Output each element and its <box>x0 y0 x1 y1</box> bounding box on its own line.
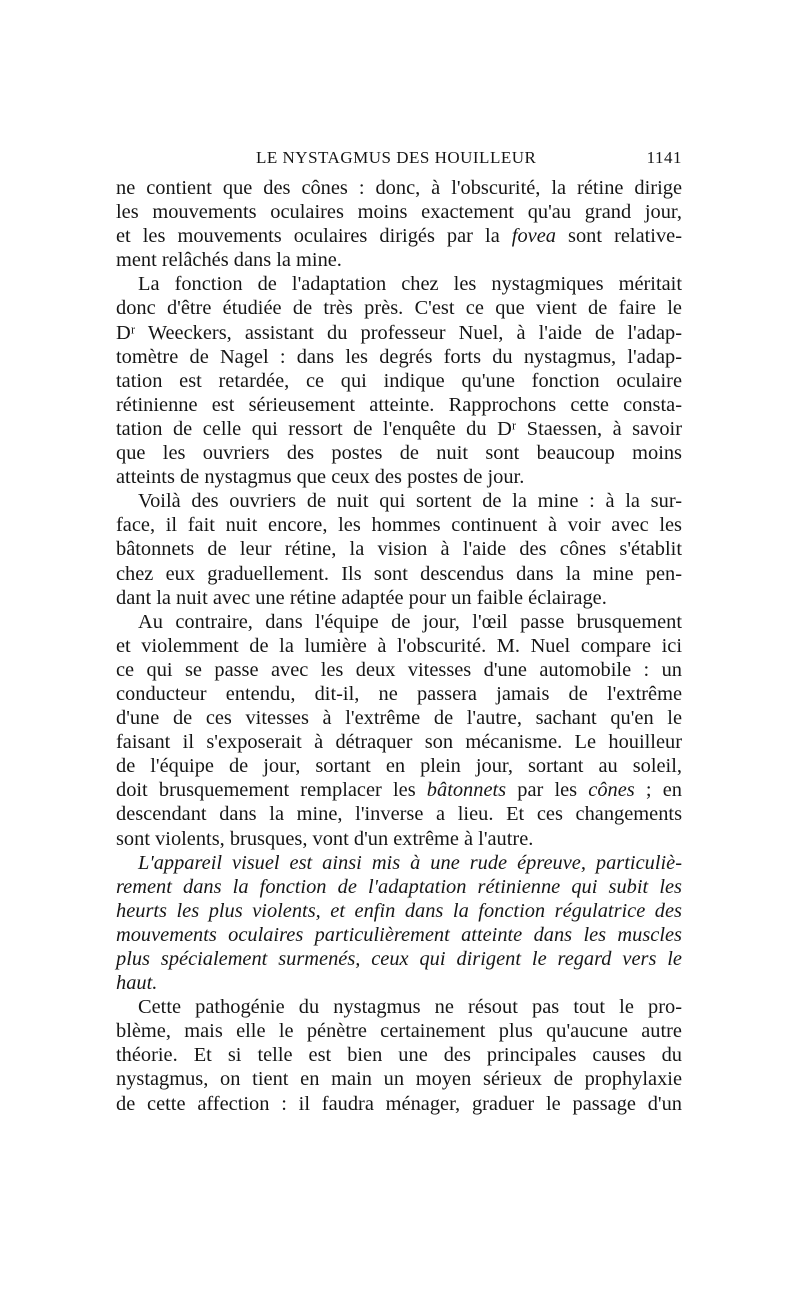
text-line <box>116 971 682 995</box>
italic-text: plus spécialement surmenés, ceux qui dirigent le regard vers le <box>116 948 682 970</box>
text-segment: tation est retardée, ce qui indique qu'une fonction oculaire <box>116 369 682 392</box>
text-segment: faisant il s'exposerait à détraquer son mécanisme. Le houilleur <box>116 731 682 754</box>
text-line <box>116 995 682 1019</box>
text-line <box>116 272 682 296</box>
text-line <box>116 730 682 754</box>
text-line <box>116 875 682 899</box>
text-segment: blème, mais elle le pénètre certainement plus qu'aucune autre <box>116 1020 682 1043</box>
text-line <box>116 345 682 369</box>
text-segment: face, il fait nuit encore, les hommes continuent à voir avec les <box>116 514 682 537</box>
text-line <box>116 1067 682 1091</box>
text-segment: par les <box>506 779 589 802</box>
text-segment: descendant dans la mine, l'inverse a lieu. Et ces changements <box>116 803 682 826</box>
italic-text: bâtonnets <box>426 779 507 802</box>
text-segment: Au contraire, dans l'équipe de jour, l'œil passe brusquement <box>138 610 682 633</box>
paragraph <box>116 176 682 272</box>
text-line <box>116 369 682 393</box>
text-segment: de cette affection : il faudra ménager, graduer le passage d'un <box>116 1092 682 1115</box>
text-line <box>116 224 682 248</box>
text-line <box>116 321 682 345</box>
text-line <box>116 296 682 320</box>
text-segment: que les ouvriers des postes de nuit sont beaucoup moins <box>116 442 682 465</box>
text-segment: tomètre de Nagel : dans les degrés forts du nystagmus, l'adap- <box>116 345 682 368</box>
text-line <box>116 610 682 634</box>
italic-text: fovea <box>511 225 556 248</box>
text-segment: doit brusquemement remplacer les <box>116 779 427 802</box>
text-line <box>116 393 682 417</box>
italic-text: L'appareil visuel est ainsi mis à une rude épreuve, particuliè- <box>138 851 682 874</box>
body-text <box>116 176 682 1116</box>
book-page <box>116 142 682 1116</box>
text-line <box>116 827 682 851</box>
text-line <box>116 682 682 706</box>
text-segment: de l'équipe de jour, sortant en plein jour, sortant au soleil, <box>116 755 682 778</box>
italic-text: mouvements oculaires particulièrement atteinte dans les muscles <box>116 923 682 946</box>
text-segment: ce qui se passe avec les deux vitesses d'une automobile : un <box>116 658 682 681</box>
italic-text: cônes <box>588 779 635 802</box>
text-line <box>116 248 682 272</box>
text-segment: rétinienne est sérieusement atteinte. Rapprochons cette consta- <box>116 393 682 416</box>
text-line <box>116 537 682 561</box>
text-line <box>116 802 682 826</box>
italic-text: rement dans la fonction de l'adaptation rétinienne qui subit les <box>116 875 682 898</box>
text-line <box>116 658 682 682</box>
text-segment: La fonction de l'adaptation chez les nystagmiques méritait <box>138 273 682 296</box>
text-line <box>116 513 682 537</box>
text-line <box>116 465 682 489</box>
text-segment: ; en <box>634 779 682 802</box>
text-segment: tation de celle qui ressort de l'enquête du Dʳ Staessen, à savoir <box>116 417 682 440</box>
text-line <box>116 851 682 875</box>
paragraph <box>116 610 682 851</box>
text-line <box>116 1043 682 1067</box>
text-segment: Dʳ Weeckers, assistant du professeur Nuel, à l'aide de l'adap- <box>116 321 682 344</box>
text-segment: ne contient que des cônes : donc, à l'obscurité, la rétine dirige <box>116 177 682 199</box>
text-line <box>116 634 682 658</box>
text-line <box>116 899 682 923</box>
text-segment: d'une de ces vitesses à l'extrême de l'autre, sachant qu'en le <box>116 707 682 730</box>
text-segment: et violemment de la lumière à l'obscurité. M. Nuel compare ici <box>116 634 682 657</box>
text-segment: conducteur entendu, dit-il, ne passera jamais de l'extrême <box>116 682 682 705</box>
text-segment: donc d'être étudiée de très près. C'est ce que vient de faire le <box>116 297 682 320</box>
text-segment: les mouvements oculaires moins exactement qu'au grand jour, <box>116 201 682 224</box>
text-line <box>116 947 682 971</box>
text-line <box>116 441 682 465</box>
text-segment: chez eux graduellement. Ils sont descendus dans la mine pen- <box>116 562 682 585</box>
text-line <box>116 923 682 947</box>
text-line <box>116 562 682 586</box>
paragraph <box>116 272 682 489</box>
text-segment: Cette pathogénie du nystagmus ne résout pas tout le pro- <box>138 996 682 1019</box>
page-number: 1141 <box>646 148 682 167</box>
text-line <box>116 706 682 730</box>
paragraph <box>116 995 682 1115</box>
running-header <box>116 142 682 176</box>
text-line <box>116 778 682 802</box>
text-line <box>116 1019 682 1043</box>
text-segment: dant la nuit avec une rétine adaptée pour un faible éclairage. <box>116 586 607 609</box>
text-segment: bâtonnets de leur rétine, la vision à l'aide des cônes s'établit <box>116 538 682 561</box>
text-line <box>116 417 682 441</box>
italic-text: haut. <box>116 972 158 995</box>
text-line <box>116 754 682 778</box>
text-line <box>116 1092 682 1116</box>
text-segment: et les mouvements oculaires dirigés par la <box>116 225 512 248</box>
text-segment: ment relâchés dans la mine. <box>116 249 342 272</box>
italic-text: heurts les plus violents, et enfin dans la fonction régulatrice des <box>116 899 682 922</box>
text-line <box>116 200 682 224</box>
text-segment: théorie. Et si telle est bien une des principales causes du <box>116 1044 682 1067</box>
running-title: LE NYSTAGMUS DES HOUILLEUR <box>256 148 537 167</box>
text-line <box>116 176 682 200</box>
text-segment: Voilà des ouvriers de nuit qui sortent de la mine : à la sur- <box>138 490 682 513</box>
text-line <box>116 586 682 610</box>
text-segment: sont violents, brusques, vont d'un extrême à l'autre. <box>116 827 534 850</box>
paragraph <box>116 489 682 609</box>
text-segment: atteints de nystagmus que ceux des postes de jour. <box>116 466 525 489</box>
text-segment: sont relative- <box>555 225 682 248</box>
text-segment: nystagmus, on tient en main un moyen sérieux de prophylaxie <box>116 1068 682 1091</box>
paragraph <box>116 851 682 996</box>
text-line <box>116 489 682 513</box>
